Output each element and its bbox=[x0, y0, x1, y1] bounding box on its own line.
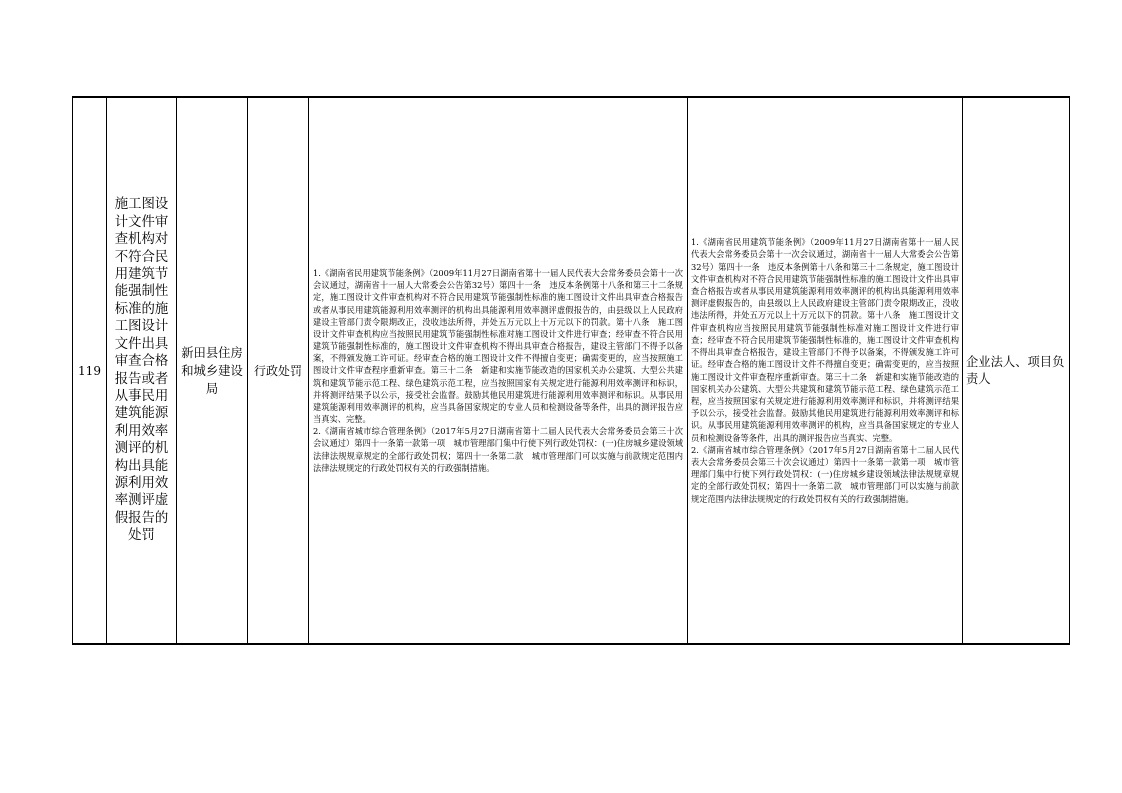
power-type-cell bbox=[248, 97, 309, 644]
item-name-cell bbox=[107, 97, 177, 644]
department-cell bbox=[177, 97, 248, 644]
power-type: 行政处罚 bbox=[253, 364, 302, 378]
legal-basis-detail-paragraph: 2.《湖南省城市综合管理条例》（2017年5月27日湖南省第十二届人民代表大会常务委员会第三十次会议通过）第四十一条第一款第一项 城市管理部门集中行使下列行政处罚权：(一)住房城乡建设领域法律法规规章规定的全部行政处罚权；第四十一条第二款 城市管理部门可以实施与前款规定范围内法律法规规定的行政处罚权有关的行政强制措施。 bbox=[691, 444, 959, 504]
row-number-cell bbox=[73, 97, 107, 644]
department: 新田县住房和城乡建设局 bbox=[181, 345, 243, 396]
table-row bbox=[73, 97, 1070, 644]
legal-basis-paragraph: 1.《湖南省民用建筑节能条例》（2009年11月27日湖南省第十一届人民代表大会常务委员会第十一次会议通过，湖南省十一届人大常委会公告第32号）第四十一条 违反本条例第十八条和第三十二条规定，施工图设计文件审查机构对不符合民用建筑节能强制性标准的施工图设计文件出具审查合格报告或者从事民用建筑能源利用效率测评的机构出具能源利用效率测评虚假报告的，由县级以上人民政府建设主管部门责令限期改正，没收违法所得，并处五万元以上十万元以下的罚款。第十八条 施工图设计文件审查机构应当按照民用建筑节能强制性标准对施工图设计文件进行审查；经审查不符合民用建筑节能强制性标准的，施工图设计文件审查机构不得出具审查合格报告，建设主管部门不得予以备案，不得颁发施工许可证。经审查合格的施工图设计文件不得擅自变更；确需变更的，应当按照施工图设计文件审查程序重新审查。第三十二条 新建和实施节能改造的国家机关办公建筑、大型公共建筑和建筑节能示范工程、绿色建筑示范工程，应当按照国家有关规定进行能源利用效率测评和标识，并将测评结果予以公示，接受社会监督。鼓励其他民用建筑进行能源利用效率测评和标识。从事民用建筑能源利用效率测评的机构，应当具备国家规定的专业人员和检测设备等条件，出具的测评报告应当真实、完整。 bbox=[313, 268, 683, 425]
power-list-table bbox=[72, 96, 1070, 645]
row-number: 119 bbox=[78, 363, 101, 378]
target-cell bbox=[963, 97, 1070, 644]
legal-basis-detail-paragraph: 1.《湖南省民用建筑节能条例》（2009年11月27日湖南省第十一届人民代表大会常务委员会第十一次会议通过，湖南省十一届人大常委会公告第32号）第四十一条 违反本条例第十八条和第三十二条规定，施工图设计文件审查机构对不符合民用建筑节能强制性标准的施工图设计文件出具审查合格报告或者从事民用建筑能源利用效率测评的机构出具能源利用效率测评虚假报告的，由县级以上人民政府建设主管部门责令限期改正，没收违法所得，并处五万元以上十万元以下的罚款。第十八条 施工图设计文件审查机构应当按照民用建筑节能强制性标准对施工图设计文件进行审查；经审查不符合民用建筑节能强制性标准的，施工图设计文件审查机构不得出具审查合格报告，建设主管部门不得予以备案，不得颁发施工许可证。经审查合格的施工图设计文件不得擅自变更；确需变更的，应当按照施工图设计文件审查程序重新审查。第三十二条 新建和实施节能改造的国家机关办公建筑、大型公共建筑和建筑节能示范工程、绿色建筑示范工程，应当按照国家有关规定进行能源利用效率测评和标识，并将测评结果予以公示，接受社会监督。鼓励其他民用建筑进行能源利用效率测评和标识。从事民用建筑能源利用效率测评的机构，应当具备国家规定的专业人员和检测设备等条件，出具的测评报告应当真实、完整。 bbox=[691, 237, 959, 443]
legal-basis-paragraph: 2.《湖南省城市综合管理条例》（2017年5月27日湖南省第十二届人民代表大会常务委员会第三十次会议通过）第四十一条第一款第一项 城市管理部门集中行使下列行政处罚权：(一)住房城乡建设领域法律法规规章规定的全部行政处罚权；第四十一条第二款 城市管理部门可以实施与前款规定范围内法律法规规定的行政处罚权有关的行政强制措施。 bbox=[313, 426, 683, 473]
legal-basis-cell bbox=[309, 97, 688, 644]
item-name: 施工图设计文件审查机构对不符合民用建筑节能强制性标准的施工图设计文件出具审查合格报告或者从事民用建筑能源利用效率测评的机构出具能源利用效率测评虚假报告的处罚 bbox=[114, 197, 169, 544]
target: 企业法人、项目负责人 bbox=[966, 355, 1065, 386]
legal-basis-detail-cell bbox=[688, 97, 963, 644]
